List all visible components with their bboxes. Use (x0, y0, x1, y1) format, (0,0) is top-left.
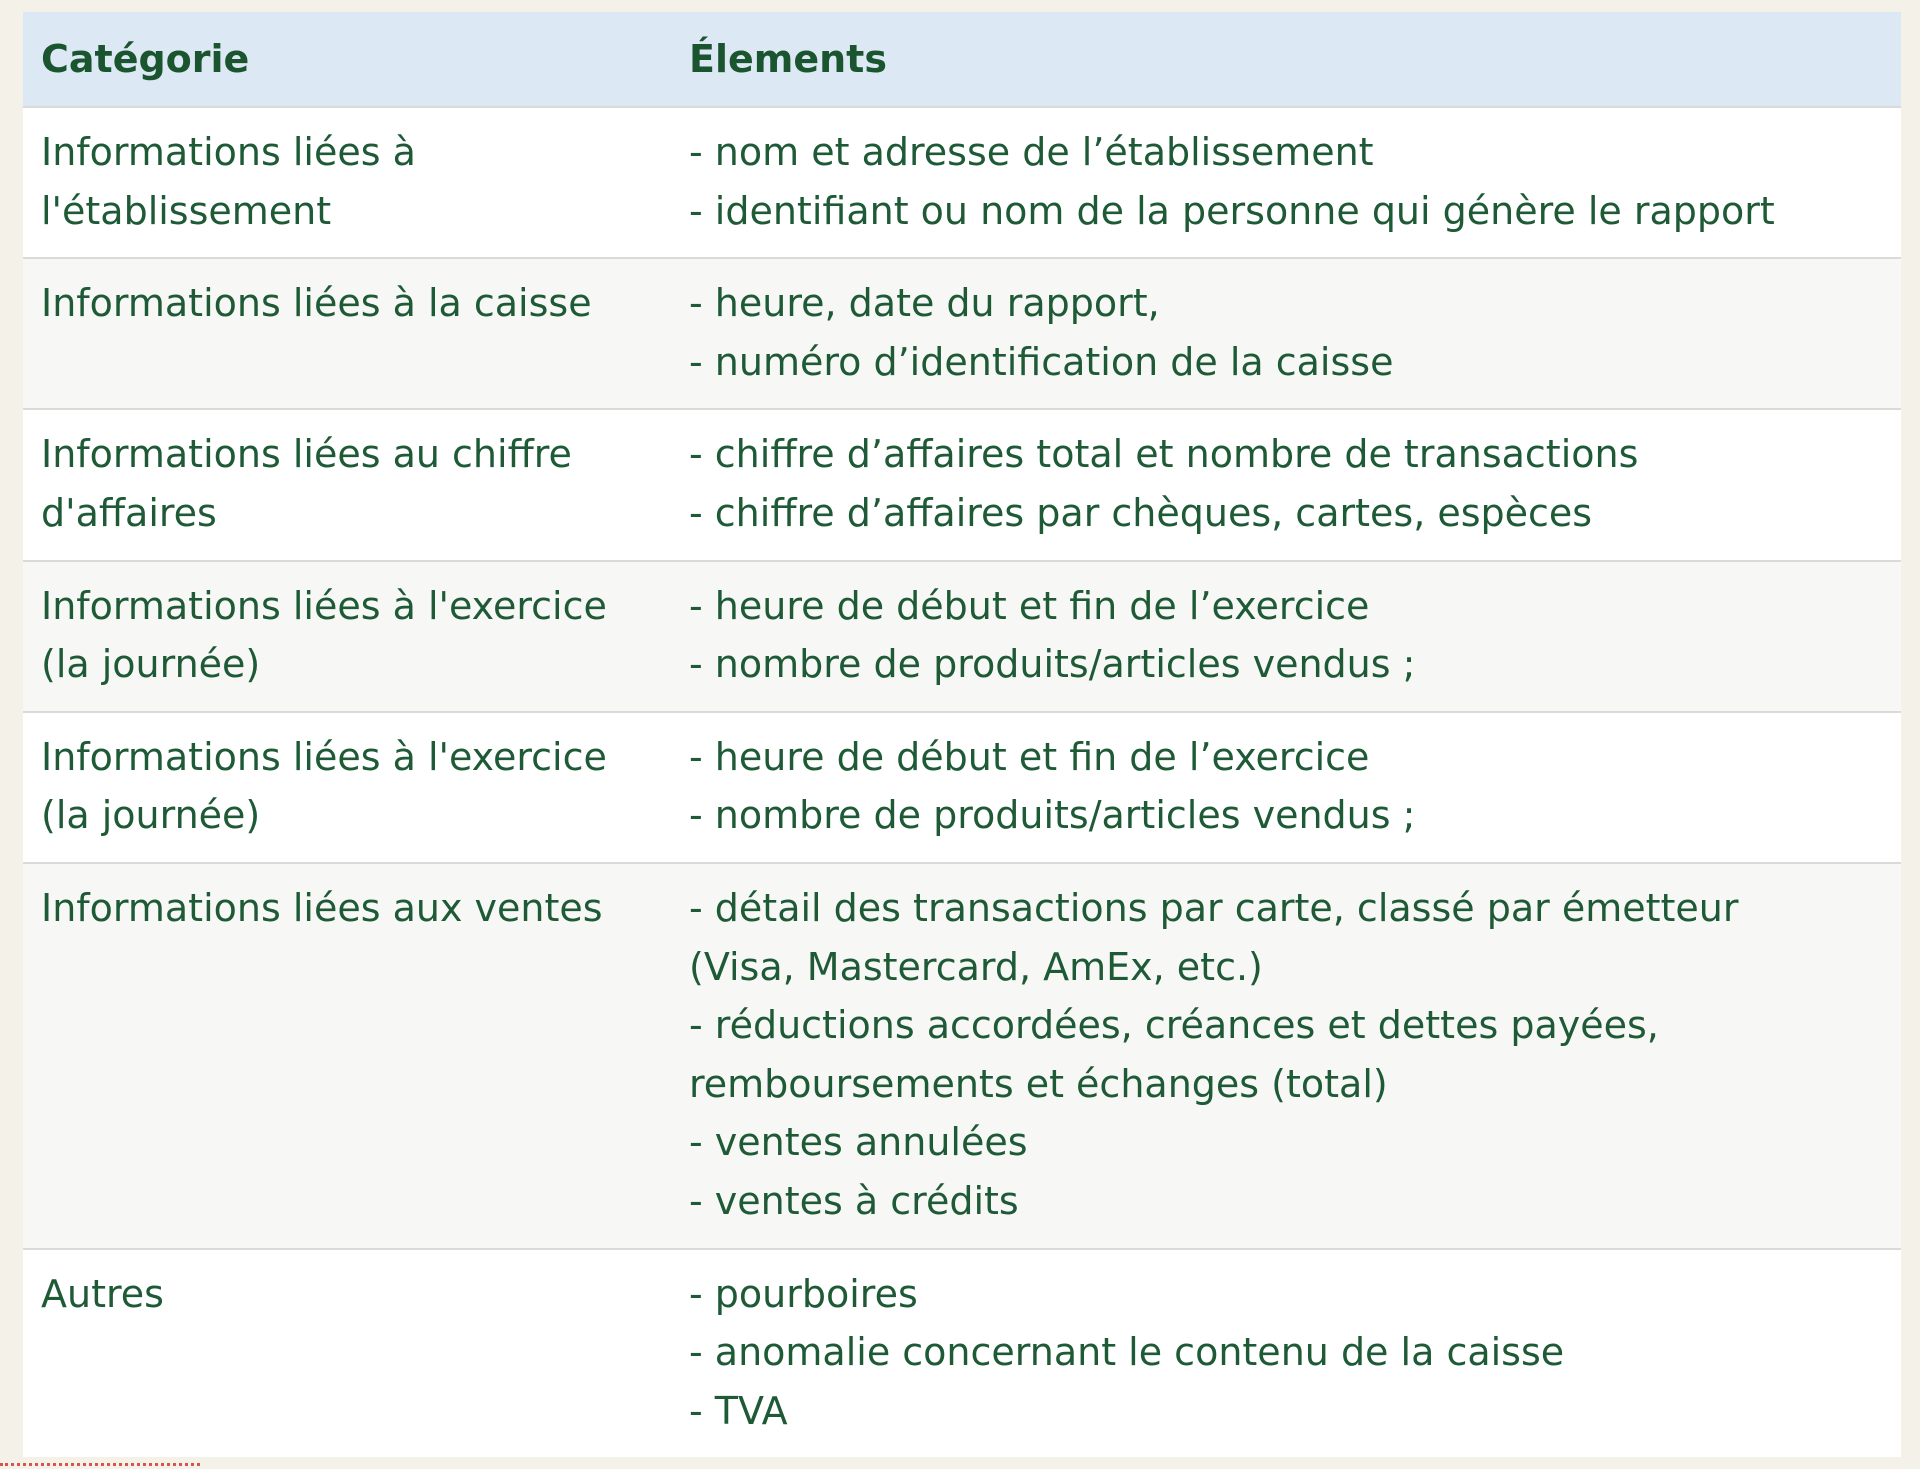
table-row (23, 561, 1901, 712)
category-text: d'affaires (41, 490, 217, 535)
elements-cell (671, 561, 1901, 712)
elements-cell (671, 863, 1901, 1249)
elements-cell (671, 1249, 1901, 1458)
element-item: - heure, date du rapport, (689, 281, 1160, 326)
element-item: remboursements et échanges (total) (689, 1061, 1388, 1106)
elements-cell (671, 107, 1901, 258)
element-item: - réductions accordées, créances et dettes payées, (689, 1003, 1659, 1048)
element-item: - chiffre d’affaires total et nombre de transactions (689, 432, 1639, 477)
header-category: Catégorie (23, 12, 671, 107)
element-item: - heure de début et fin de l’exercice (689, 734, 1370, 779)
category-text: Informations liées à l'exercice (41, 583, 607, 628)
element-item: - TVA (689, 1388, 788, 1433)
category-cell (23, 409, 671, 560)
category-text: Informations liées au chiffre (41, 432, 572, 477)
category-text: Informations liées à la caisse (41, 281, 592, 326)
elements-cell (671, 712, 1901, 863)
element-item: - nom et adresse de l’établissement (689, 130, 1374, 174)
table-body (23, 107, 1901, 1457)
category-text: Informations liées aux ventes (41, 885, 603, 930)
elements-cell (671, 258, 1901, 409)
element-item: - détail des transactions par carte, classé par émetteur (689, 885, 1739, 930)
element-item: (Visa, Mastercard, AmEx, etc.) (689, 944, 1263, 989)
element-item: - anomalie concernant le contenu de la caisse (689, 1330, 1565, 1375)
header-elements: Élements (671, 12, 1901, 107)
element-item: - nombre de produits/articles vendus ; (689, 793, 1416, 838)
category-text: l'établissement (41, 188, 332, 233)
element-item: - identifiant ou nom de la personne qui génère le rapport (689, 188, 1775, 233)
element-item: - ventes à crédits (689, 1178, 1019, 1223)
category-cell (23, 561, 671, 712)
table-row (23, 258, 1901, 409)
element-item: - numéro d’identification de la caisse (689, 339, 1394, 384)
category-text: Informations liées à (41, 130, 416, 174)
elements-cell (671, 409, 1901, 560)
table-row (23, 1249, 1901, 1458)
category-cell (23, 107, 671, 258)
category-text: (la journée) (41, 793, 261, 838)
category-text: Informations liées à l'exercice (41, 734, 607, 779)
category-cell (23, 712, 671, 863)
dotted-underline-divider (0, 1463, 200, 1466)
element-item: - nombre de produits/articles vendus ; (689, 642, 1416, 687)
category-cell (23, 258, 671, 409)
table-row (23, 863, 1901, 1249)
element-item: - pourboires (689, 1271, 918, 1316)
category-text: Autres (41, 1271, 164, 1316)
table-header-row (23, 12, 1901, 107)
info-table-container (23, 12, 1901, 1469)
info-table (23, 12, 1901, 1457)
category-cell (23, 863, 671, 1249)
category-cell (23, 1249, 671, 1458)
element-item: - heure de début et fin de l’exercice (689, 583, 1370, 628)
table-row (23, 107, 1901, 258)
table-row (23, 409, 1901, 560)
category-text: (la journée) (41, 642, 261, 687)
element-item: - ventes annulées (689, 1120, 1028, 1165)
element-item: - chiffre d’affaires par chèques, cartes, espèces (689, 490, 1593, 535)
table-row (23, 712, 1901, 863)
